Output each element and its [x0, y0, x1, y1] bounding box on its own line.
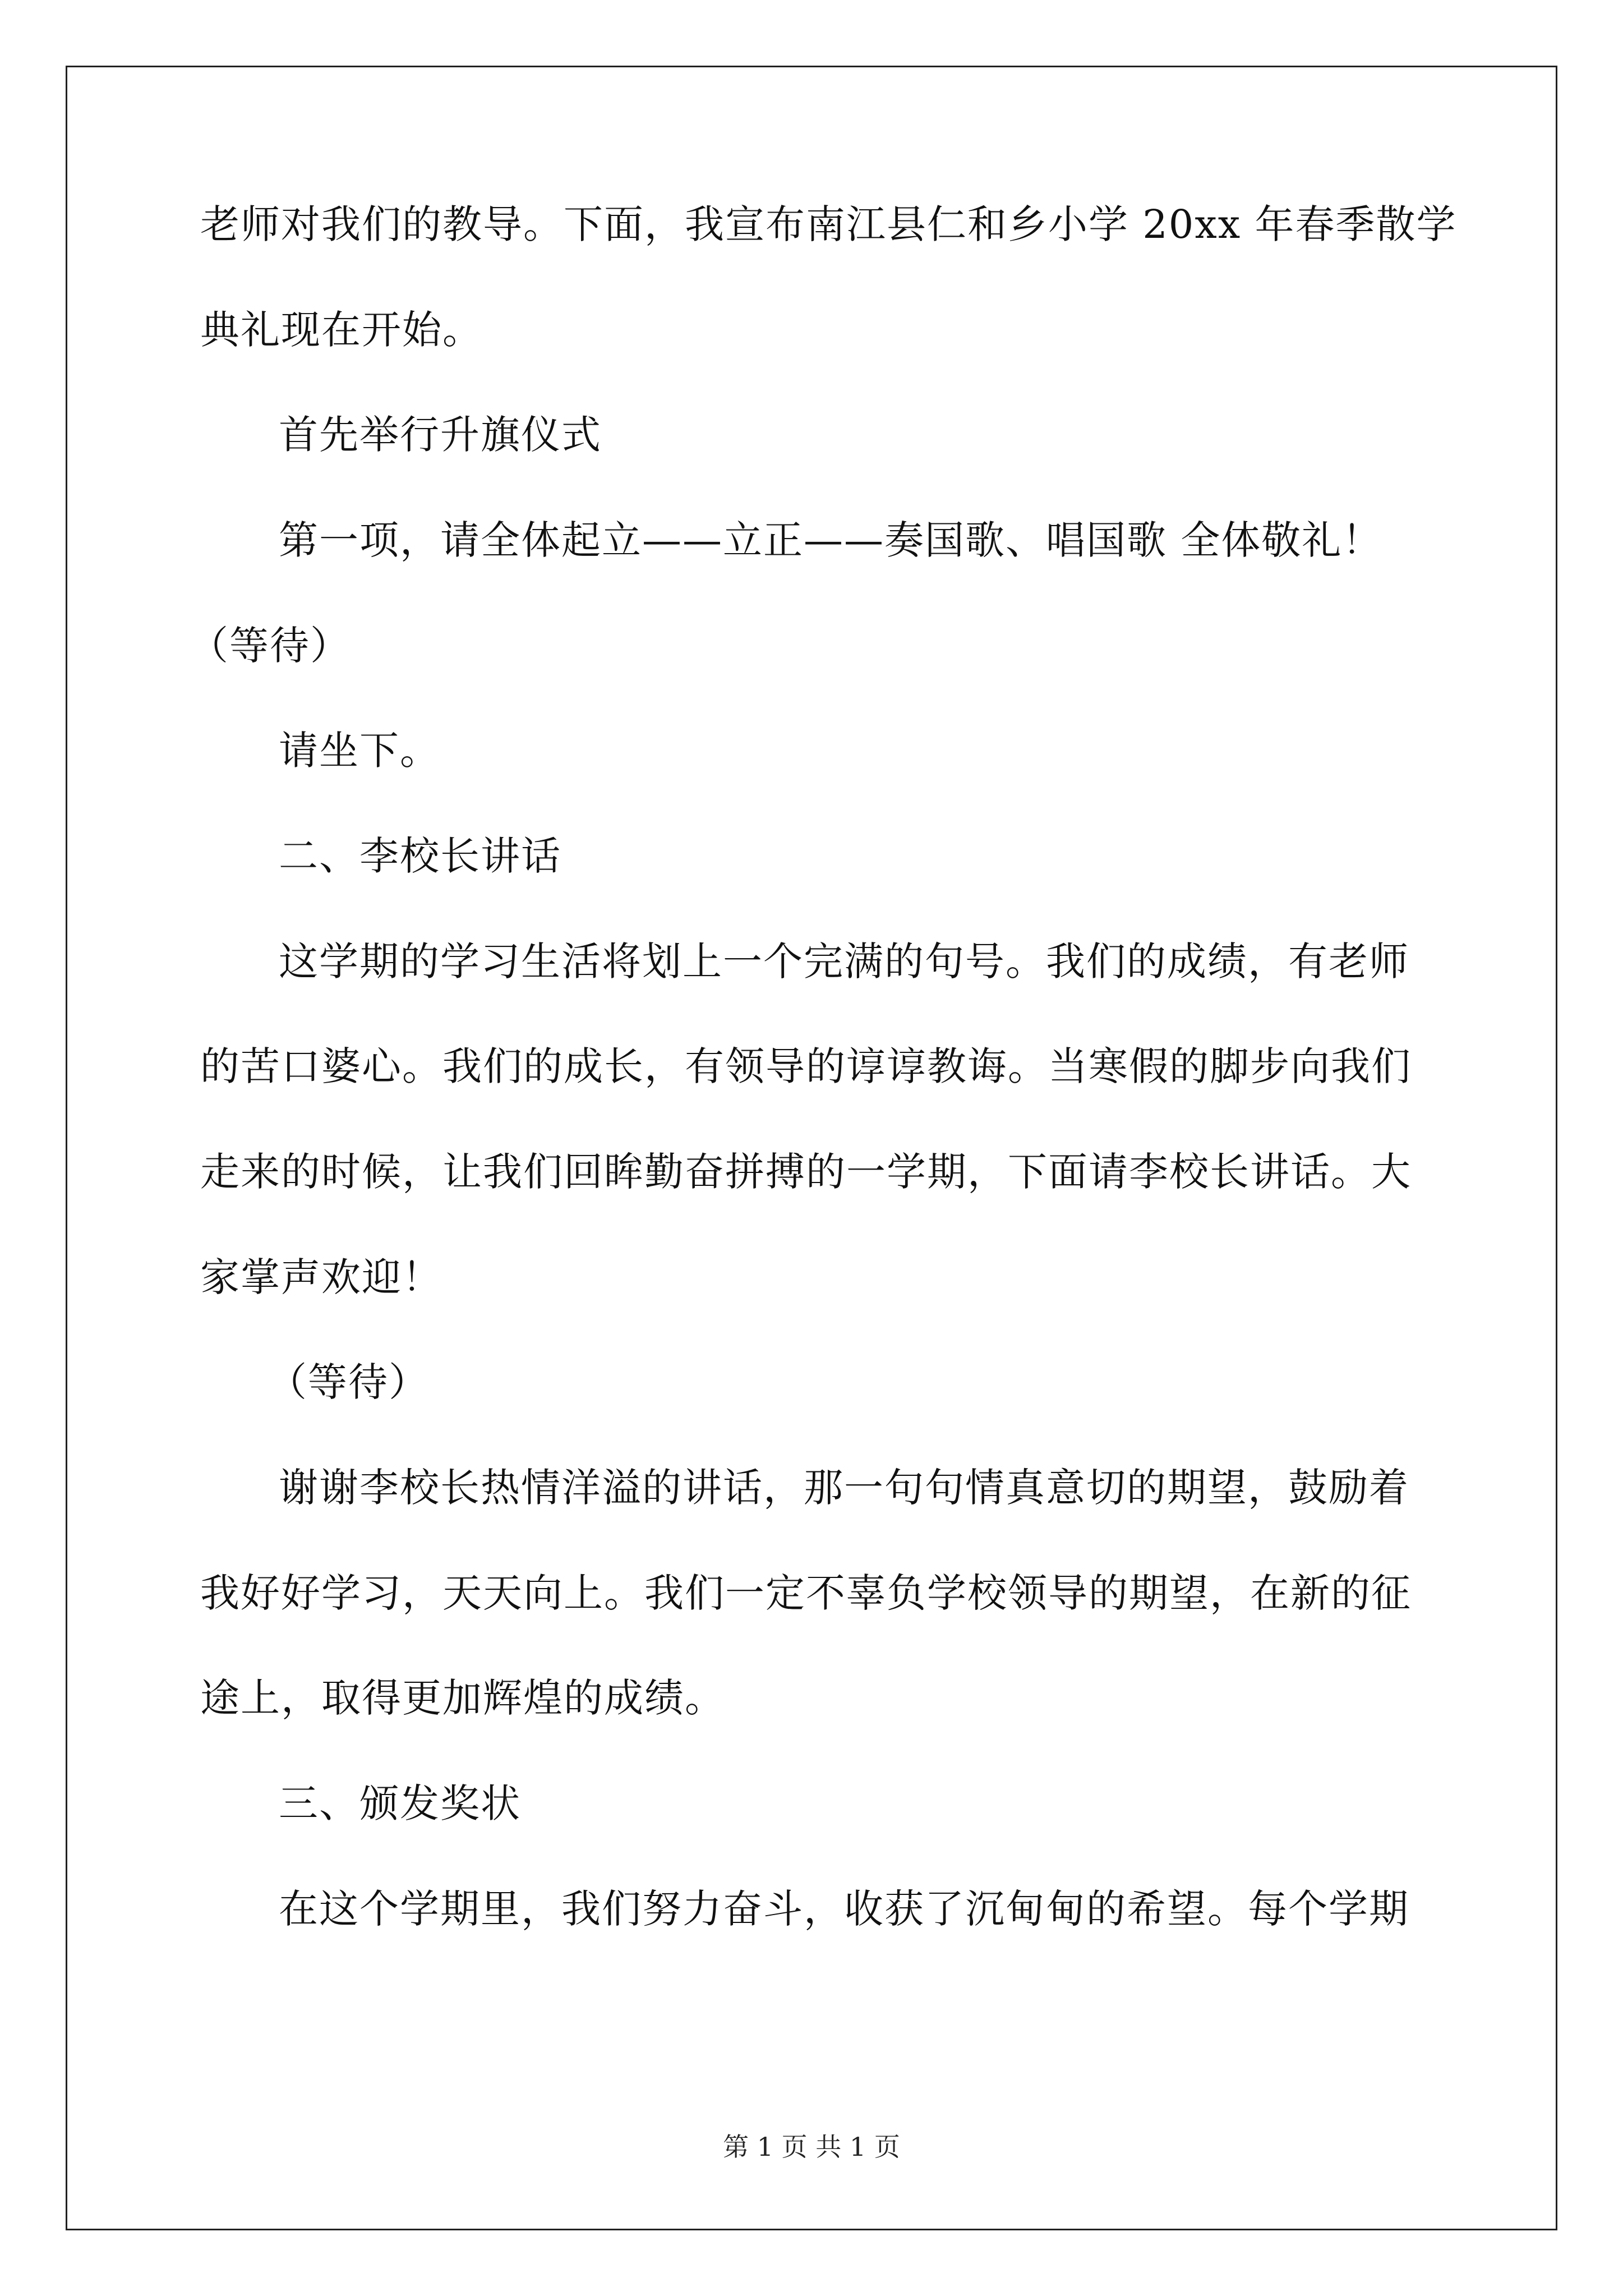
text-line: 在这个学期里，我们努力奋斗，收获了沉甸甸的希望。每个学期	[279, 1886, 1409, 1932]
text-line: 谢谢李校长热情洋溢的讲话，那一句句情真意切的期望，鼓励着	[279, 1465, 1409, 1511]
text-line: 走来的时候，让我们回眸勤奋拼搏的一学期，下面请李校长讲话。大	[200, 1149, 1412, 1195]
text-line: （等待）	[189, 623, 351, 669]
paragraph-heading: 首先举行升旗仪式	[279, 412, 602, 458]
paragraph-heading: 二、李校长讲话	[279, 833, 561, 879]
text-line: 典礼现在开始。	[200, 307, 483, 353]
text-line: 家掌声欢迎！	[200, 1254, 442, 1300]
page-footer: 第 1 页 共 1 页	[723, 2132, 900, 2162]
text-line: 这学期的学习生活将划上一个完满的句号。我们的成绩，有老师	[279, 938, 1409, 984]
text-line: （等待）	[268, 1359, 429, 1405]
text-line: 请坐下。	[279, 728, 440, 774]
paragraph-heading: 三、颁发奖状	[279, 1780, 521, 1826]
text-line: 的苦口婆心。我们的成长，有领导的谆谆教诲。当寒假的脚步向我们	[200, 1043, 1412, 1089]
text-line: 途上，取得更加辉煌的成绩。	[200, 1675, 725, 1721]
text-line: 第一项，请全体起立——立正——奏国歌、唱国歌 全体敬礼！	[279, 517, 1383, 563]
text-line: 老师对我们的教导。下面，我宣布南江县仁和乡小学 20xx 年春季散学	[200, 201, 1457, 247]
text-line: 我好好学习，天天向上。我们一定不辜负学校领导的期望，在新的征	[200, 1570, 1412, 1616]
